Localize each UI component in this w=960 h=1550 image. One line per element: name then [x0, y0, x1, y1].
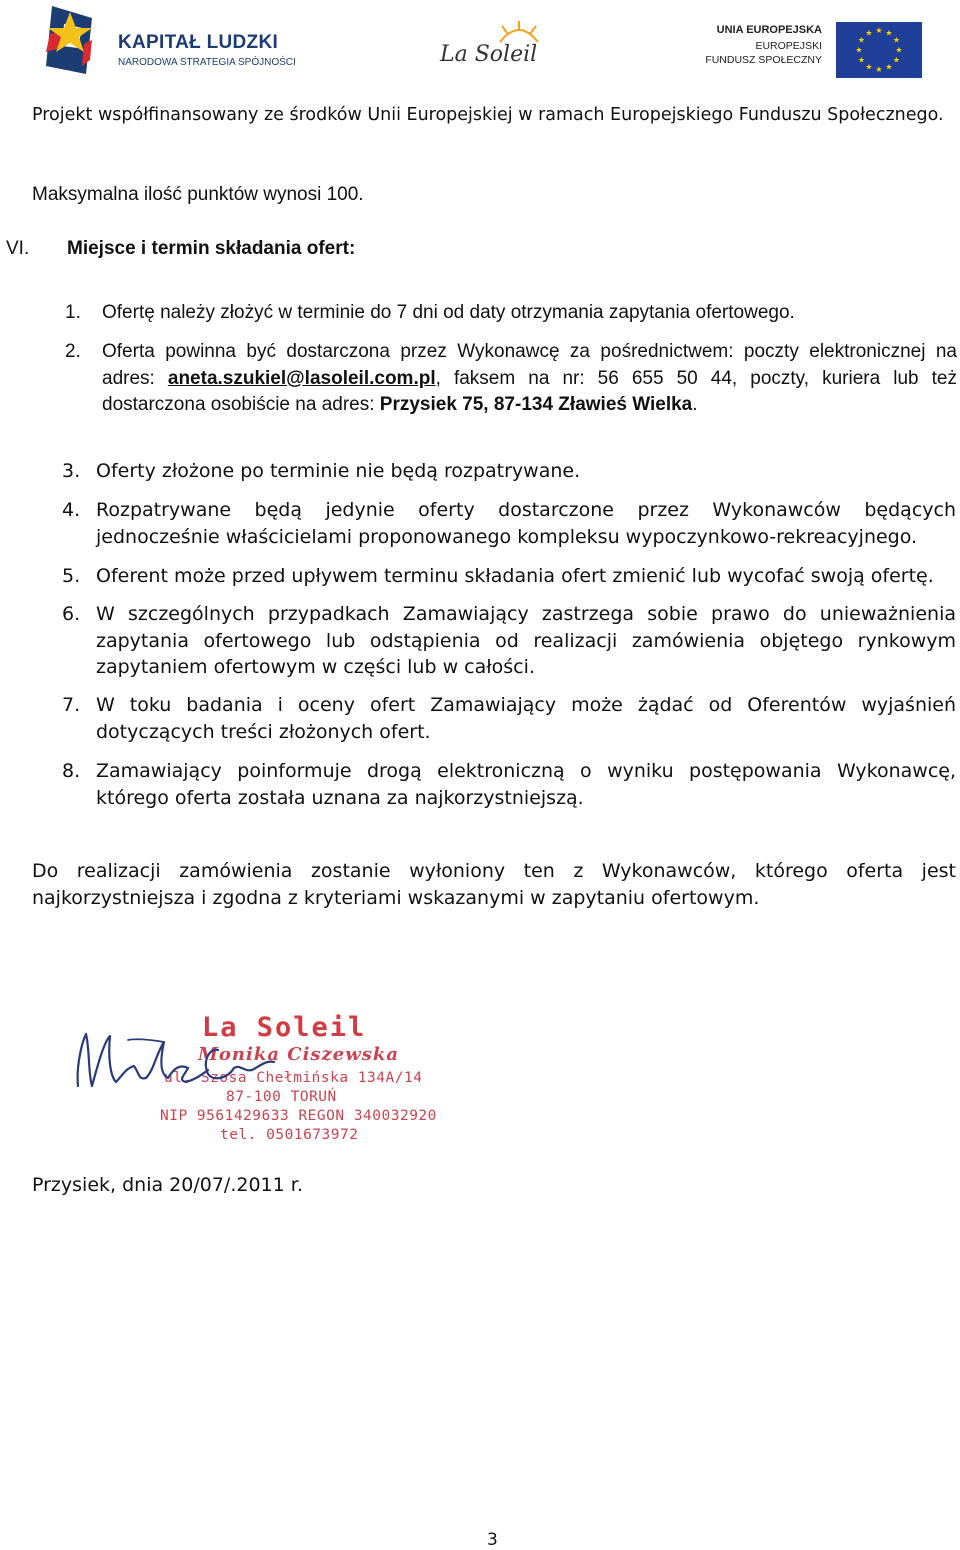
kapital-ludzki-title: KAPITAŁ LUDZKI	[118, 32, 279, 53]
svg-text:★: ★	[865, 62, 873, 72]
item-2-number: 2.	[65, 341, 81, 362]
delivery-address: Przysiek 75, 87-134 Zławieś Wielka	[379, 394, 693, 415]
eu-efs-logo	[690, 22, 930, 78]
item-2-text-a: Oferta powinna być dostarczona przez Wykonawcę za pośrednictwem: poczty elektronicznej na adres:	[102, 341, 957, 389]
eu-line-2: EUROPEJSKI	[755, 40, 822, 52]
item-5-number: 5.	[62, 565, 81, 587]
item-1-number: 1.	[65, 302, 81, 323]
la-soleil-wordmark: La Soleil	[440, 42, 538, 67]
kapital-ludzki-logo	[40, 4, 310, 78]
svg-text:★: ★	[865, 28, 873, 38]
svg-text:★: ★	[875, 26, 883, 35]
item-2-text-b: , faksem na nr: 56 655 50 44, poczty, kuriera lub też dostarczona osobiście na adres:	[102, 367, 957, 415]
svg-text:★: ★	[857, 35, 866, 45]
item-4-text: Rozpatrywane będą jedynie oferty dostarczone przez Wykonawców będących jednocześnie właścicielami proponowanego kompleksu wypoczynkowo-rekreacyjnego.	[96, 499, 956, 548]
place-and-date: Przysiek, dnia 20/07/.2011 r.	[32, 1174, 303, 1196]
svg-text:★: ★	[885, 62, 893, 72]
stamp-city: 87-100 TORUŃ	[226, 1089, 337, 1105]
item-6-number: 6.	[62, 603, 81, 625]
page-number: 3	[487, 1530, 498, 1550]
handwritten-signature	[68, 1020, 298, 1100]
svg-text:★: ★	[885, 28, 893, 38]
item-1-text: Ofertę należy złożyć w terminie do 7 dni od daty otrzymania zapytania ofertowego.	[102, 302, 795, 323]
svg-text:★: ★	[892, 55, 901, 65]
section-title: Miejsce i termin składania ofert:	[67, 238, 356, 259]
item-7-number: 7.	[62, 694, 81, 716]
stamp-owner: Monika Ciszewska	[198, 1044, 399, 1065]
item-3-number: 3.	[62, 460, 81, 482]
item-5-text: Oferent może przed upływem terminu składania ofert zmienić lub wycofać swoją ofertę.	[96, 565, 934, 587]
item-2-text-c: .	[692, 394, 698, 415]
svg-text:★: ★	[895, 45, 903, 55]
kapital-ludzki-emblem	[40, 4, 116, 78]
eu-flag-icon	[836, 22, 922, 78]
item-2-text	[102, 339, 957, 419]
item-3-text: Oferty złożone po terminie nie będą rozpatrywane.	[96, 460, 581, 482]
item-4-number: 4.	[62, 499, 81, 521]
item-6-text: W szczególnych przypadkach Zamawiający zastrzega sobie prawo do unieważnienia zapytania ofertowego lub odstąpienia od realizacji zamówienia objętego rynkowym zapytaniem ofertowym w części lub w całości.	[96, 603, 956, 678]
stamp-street: ul. Szosa Chełmińska 134A/14	[164, 1070, 423, 1086]
email-link[interactable]: aneta.szukiel@lasoleil.com.pl	[167, 367, 436, 389]
kapital-ludzki-subtitle: NARODOWA STRATEGIA SPÓJNOŚCI	[118, 57, 296, 68]
svg-text:★: ★	[875, 65, 883, 74]
eu-line-3: FUNDUSZ SPOŁECZNY	[705, 54, 822, 66]
la-soleil-logo	[440, 20, 550, 76]
project-cofinancing-note: Projekt współfinansowany ze środków Unii Europejskiej w ramach Europejskiego Funduszu Społecznego.	[32, 105, 944, 125]
item-7-text: W toku badania i oceny ofert Zamawiający może żądać od Oferentów wyjaśnień dotyczących treści złożonych ofert.	[96, 694, 956, 743]
svg-text:★: ★	[855, 45, 863, 55]
item-8-number: 8.	[62, 760, 81, 782]
stamp-tax-ids: NIP 9561429633 REGON 340032920	[160, 1108, 437, 1124]
max-points-sentence: Maksymalna ilość punktów wynosi 100.	[32, 184, 364, 205]
eu-line-1: UNIA EUROPEJSKA	[716, 24, 822, 36]
svg-text:★: ★	[892, 35, 901, 45]
stamp-brand: La Soleil	[202, 1012, 367, 1043]
item-8-text: Zamawiający poinformuje drogą elektroniczną o wyniku postępowania Wykonawcę, którego oferta została uznana za najkorzystniejszą.	[96, 760, 956, 809]
stamp-phone: tel. 0501673972	[220, 1127, 359, 1143]
sun-icon	[496, 20, 542, 44]
closing-paragraph: Do realizacji zamówienia zostanie wyłoniony ten z Wykonawców, którego oferta jest najkorzystniejsza i zgodna z kryteriami wskazanymi w zapytaniu ofertowym.	[32, 860, 956, 909]
svg-text:★: ★	[857, 55, 866, 65]
section-number: VI.	[6, 238, 30, 259]
